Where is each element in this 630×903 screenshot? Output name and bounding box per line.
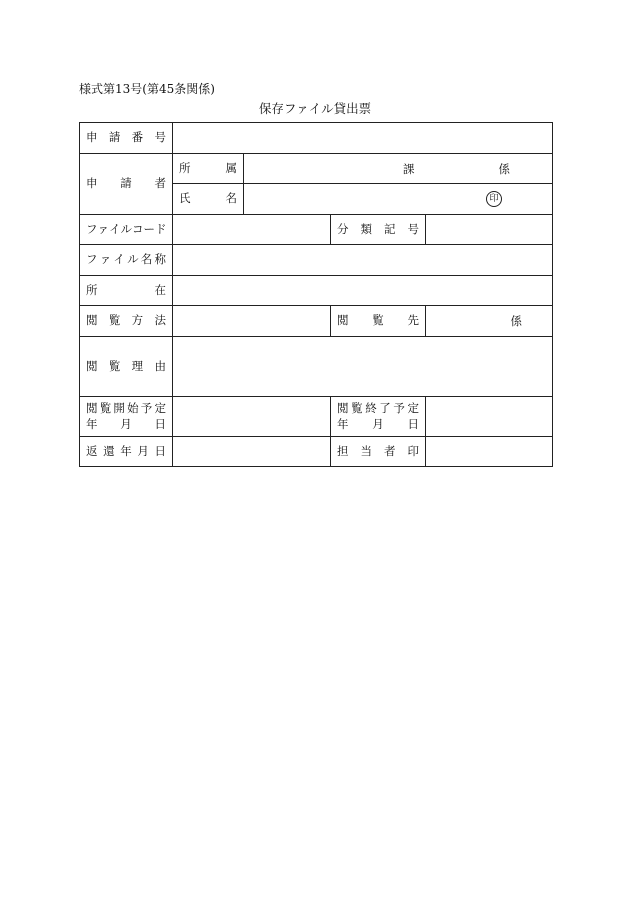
row-file-code bbox=[80, 215, 553, 245]
row-return-date bbox=[80, 437, 553, 467]
field-return-date[interactable] bbox=[173, 437, 331, 467]
field-planned-end[interactable] bbox=[426, 397, 553, 437]
label-applicant: 申 請 者 bbox=[80, 154, 173, 215]
field-staff-seal[interactable] bbox=[426, 437, 553, 467]
field-classification-code[interactable] bbox=[426, 215, 553, 245]
form-number: 様式第13号(第45条関係) bbox=[79, 82, 215, 96]
label-affiliation: 所 属 bbox=[173, 154, 244, 184]
field-application-number[interactable] bbox=[173, 123, 553, 154]
field-viewing-method[interactable] bbox=[173, 306, 331, 337]
row-viewing-reason bbox=[80, 337, 553, 397]
field-file-code[interactable] bbox=[173, 215, 331, 245]
label-viewing-destination: 閲 覧 先 bbox=[331, 306, 426, 337]
field-planned-start[interactable] bbox=[173, 397, 331, 437]
field-location[interactable] bbox=[173, 276, 553, 306]
viewing-destination-suffix: 係 bbox=[510, 314, 522, 328]
form-title: 保存ファイル貸出票 bbox=[258, 101, 372, 116]
label-file-name: フ ァ イ ル 名 称 bbox=[80, 245, 173, 276]
row-file-name bbox=[80, 245, 553, 276]
row-planned-dates bbox=[80, 397, 553, 437]
field-name[interactable] bbox=[244, 184, 553, 215]
row-location bbox=[80, 276, 553, 306]
field-viewing-reason[interactable] bbox=[173, 337, 553, 397]
label-application-number: 申 請 番 号 bbox=[80, 123, 173, 154]
section-suffix: 課 bbox=[403, 161, 415, 176]
row-application-number bbox=[80, 123, 553, 154]
row-applicant-affiliation bbox=[80, 154, 553, 184]
loan-slip-table bbox=[79, 122, 553, 467]
field-viewing-destination[interactable] bbox=[426, 306, 553, 337]
label-classification-code: 分 類 記 号 bbox=[331, 215, 426, 245]
label-planned-start: 閲 覧 開 始 予 定 年 月 日 bbox=[80, 397, 173, 437]
label-file-code: フ ァ イ ル コ ー ド bbox=[80, 215, 173, 245]
subsection-suffix: 係 bbox=[498, 161, 510, 176]
label-location: 所 在 bbox=[80, 276, 173, 306]
label-viewing-reason: 閲 覧 理 由 bbox=[80, 337, 173, 397]
seal-mark-icon: 印 bbox=[486, 191, 502, 207]
field-affiliation[interactable] bbox=[244, 154, 553, 184]
row-viewing-method bbox=[80, 306, 553, 337]
field-file-name[interactable] bbox=[173, 245, 553, 276]
label-return-date: 返 還 年 月 日 bbox=[80, 437, 173, 467]
label-staff-seal: 担 当 者 印 bbox=[331, 437, 426, 467]
label-name: 氏 名 bbox=[173, 184, 244, 215]
label-planned-end: 閲 覧 終 了 予 定 年 月 日 bbox=[331, 397, 426, 437]
label-viewing-method: 閲 覧 方 法 bbox=[80, 306, 173, 337]
